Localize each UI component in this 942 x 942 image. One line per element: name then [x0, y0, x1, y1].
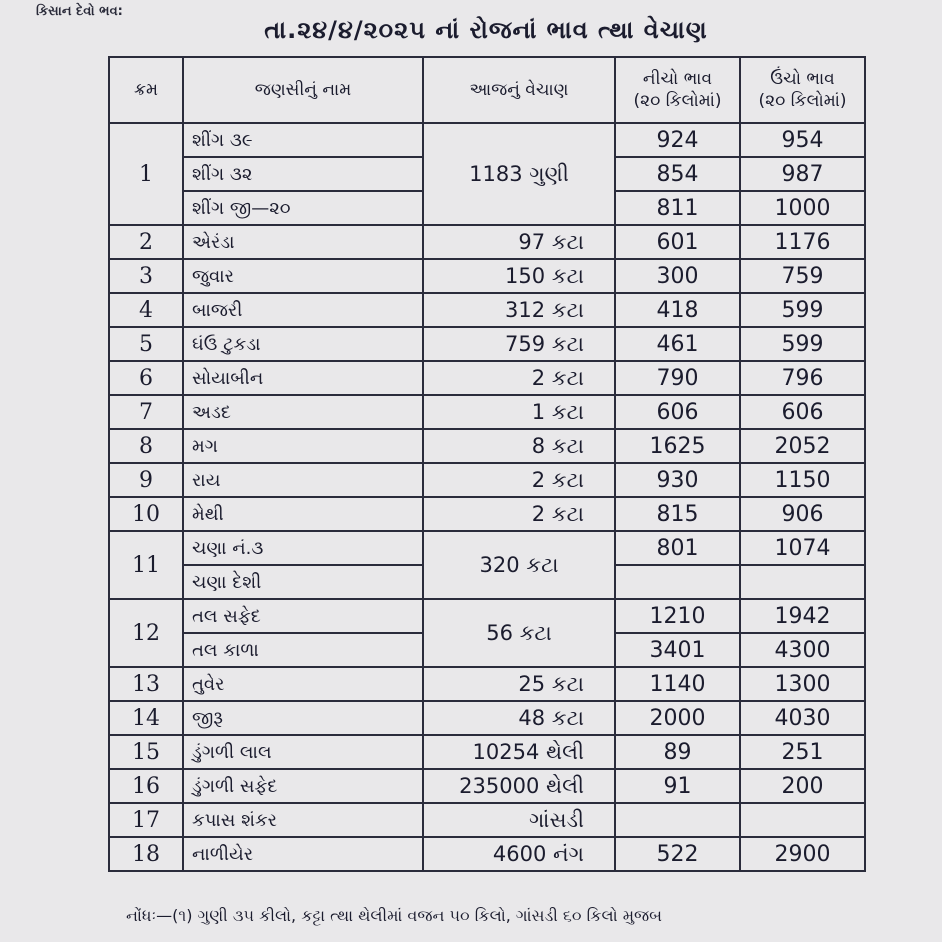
col-header-low: નીચો ભાવ (૨૦ કિલોમાં): [615, 57, 740, 123]
commodity-name: જીરૂ: [183, 701, 423, 735]
low-price: 801: [615, 531, 740, 565]
table-row: [109, 463, 865, 497]
sale-quantity: 150 કટા: [423, 259, 615, 293]
table-row: [109, 599, 865, 633]
low-price: 461: [615, 327, 740, 361]
low-price: 930: [615, 463, 740, 497]
commodity-name: ચણા દેશી: [183, 565, 423, 599]
commodity-name: ડુંગળી સફેદ: [183, 769, 423, 803]
low-price: 3401: [615, 633, 740, 667]
low-price: 2000: [615, 701, 740, 735]
commodity-name: સોયાબીન: [183, 361, 423, 395]
high-price: 759: [740, 259, 865, 293]
row-number: 13: [109, 667, 183, 701]
sale-quantity: 320 કટા: [423, 531, 615, 599]
low-price: 1210: [615, 599, 740, 633]
table-row: [109, 429, 865, 463]
high-price: 251: [740, 735, 865, 769]
low-price: 89: [615, 735, 740, 769]
low-price: 601: [615, 225, 740, 259]
low-price: 606: [615, 395, 740, 429]
high-price: 906: [740, 497, 865, 531]
low-price: 300: [615, 259, 740, 293]
low-price: [615, 803, 740, 837]
high-price: 599: [740, 293, 865, 327]
high-price: 4300: [740, 633, 865, 667]
table-row: [109, 259, 865, 293]
row-number: 4: [109, 293, 183, 327]
row-number: 17: [109, 803, 183, 837]
table-row: [109, 293, 865, 327]
table-row: [109, 735, 865, 769]
high-price: 987: [740, 157, 865, 191]
table-row: [109, 361, 865, 395]
row-number: 11: [109, 531, 183, 599]
row-number: 9: [109, 463, 183, 497]
low-price: 815: [615, 497, 740, 531]
commodity-name: ઘંઉ ટુકડા: [183, 327, 423, 361]
table-row: [109, 837, 865, 871]
commodity-name: તુવેર: [183, 667, 423, 701]
high-price: 1150: [740, 463, 865, 497]
commodity-name: જુવાર: [183, 259, 423, 293]
low-price: [615, 565, 740, 599]
high-price: [740, 803, 865, 837]
table-row: [109, 497, 865, 531]
table-row: [109, 803, 865, 837]
sale-quantity: 56 કટા: [423, 599, 615, 667]
col-header-sale: આજનું વેચાણ: [423, 57, 615, 123]
commodity-name: એરંડા: [183, 225, 423, 259]
row-number: 15: [109, 735, 183, 769]
low-price: 91: [615, 769, 740, 803]
row-number: 5: [109, 327, 183, 361]
row-number: 7: [109, 395, 183, 429]
price-table: [108, 56, 866, 872]
row-number: 6: [109, 361, 183, 395]
high-price: 954: [740, 123, 865, 157]
high-price: 1176: [740, 225, 865, 259]
high-price: 2900: [740, 837, 865, 871]
commodity-name: શીંગ ૩૨: [183, 157, 423, 191]
row-number: 3: [109, 259, 183, 293]
sale-quantity: 97 કટા: [423, 225, 615, 259]
table-row: [109, 395, 865, 429]
sale-quantity: 1183 ગુણી: [423, 123, 615, 225]
row-number: 2: [109, 225, 183, 259]
row-number: 14: [109, 701, 183, 735]
commodity-name: શીંગ ૩૯: [183, 123, 423, 157]
row-number: 16: [109, 769, 183, 803]
high-price: 1300: [740, 667, 865, 701]
high-price: 1942: [740, 599, 865, 633]
table-row: [109, 701, 865, 735]
high-price: 2052: [740, 429, 865, 463]
col-header-name: જણસીનું નામ: [183, 57, 423, 123]
footnote: નોંધઃ—(૧) ગુણી ૩૫ કીલો, કટ્ટા ત્થા થેલીમાં વજન ૫૦ કિલો, ગાંસડી ૬૦ કિલો મુજબ: [126, 906, 662, 925]
high-price: 1074: [740, 531, 865, 565]
low-price: 924: [615, 123, 740, 157]
commodity-name: મેથી: [183, 497, 423, 531]
col-header-no: ક્રમ: [109, 57, 183, 123]
table-header-row: [109, 57, 865, 123]
sale-quantity: ગાંસડી: [423, 803, 615, 837]
low-price: 522: [615, 837, 740, 871]
page-title: તા.૨૪/૪/૨૦૨૫ નાં રોજનાં ભાવ ત્થા વેચાણ: [264, 16, 708, 44]
row-number: 10: [109, 497, 183, 531]
low-price: 1140: [615, 667, 740, 701]
commodity-name: શીંગ જી—૨૦: [183, 191, 423, 225]
table-row: [109, 225, 865, 259]
high-price: 200: [740, 769, 865, 803]
commodity-name: કપાસ શંકર: [183, 803, 423, 837]
sale-quantity: 2 કટા: [423, 497, 615, 531]
commodity-name: ડુંગળી લાલ: [183, 735, 423, 769]
sale-quantity: 235000 થેલી: [423, 769, 615, 803]
table-row: [109, 531, 865, 565]
high-price: 606: [740, 395, 865, 429]
commodity-name: નાળીયેર: [183, 837, 423, 871]
sale-quantity: 4600 નંગ: [423, 837, 615, 871]
table-row: [109, 769, 865, 803]
low-price: 811: [615, 191, 740, 225]
row-number: 1: [109, 123, 183, 225]
sale-quantity: 48 કટા: [423, 701, 615, 735]
col-header-high: ઉંચો ભાવ (૨૦ કિલોમાં): [740, 57, 865, 123]
sale-quantity: 8 કટા: [423, 429, 615, 463]
commodity-name: મગ: [183, 429, 423, 463]
low-price: 1625: [615, 429, 740, 463]
sale-quantity: 2 કટા: [423, 463, 615, 497]
header-note: કિસાન દેવો ભવ:: [36, 4, 123, 19]
commodity-name: ચણા નં.૩: [183, 531, 423, 565]
commodity-name: તલ કાળા: [183, 633, 423, 667]
commodity-name: બાજરી: [183, 293, 423, 327]
sale-quantity: 25 કટા: [423, 667, 615, 701]
table-row: [109, 667, 865, 701]
commodity-name: રાય: [183, 463, 423, 497]
low-price: 418: [615, 293, 740, 327]
high-price: 599: [740, 327, 865, 361]
high-price: 1000: [740, 191, 865, 225]
row-number: 12: [109, 599, 183, 667]
sale-quantity: 759 કટા: [423, 327, 615, 361]
sale-quantity: 312 કટા: [423, 293, 615, 327]
sale-quantity: 10254 થેલી: [423, 735, 615, 769]
row-number: 18: [109, 837, 183, 871]
commodity-name: તલ સફેદ: [183, 599, 423, 633]
high-price: 4030: [740, 701, 865, 735]
sale-quantity: 1 કટા: [423, 395, 615, 429]
high-price: 796: [740, 361, 865, 395]
low-price: 854: [615, 157, 740, 191]
low-price: 790: [615, 361, 740, 395]
table-row: [109, 123, 865, 157]
row-number: 8: [109, 429, 183, 463]
commodity-name: અડદ: [183, 395, 423, 429]
sale-quantity: 2 કટા: [423, 361, 615, 395]
table-row: [109, 327, 865, 361]
high-price: [740, 565, 865, 599]
